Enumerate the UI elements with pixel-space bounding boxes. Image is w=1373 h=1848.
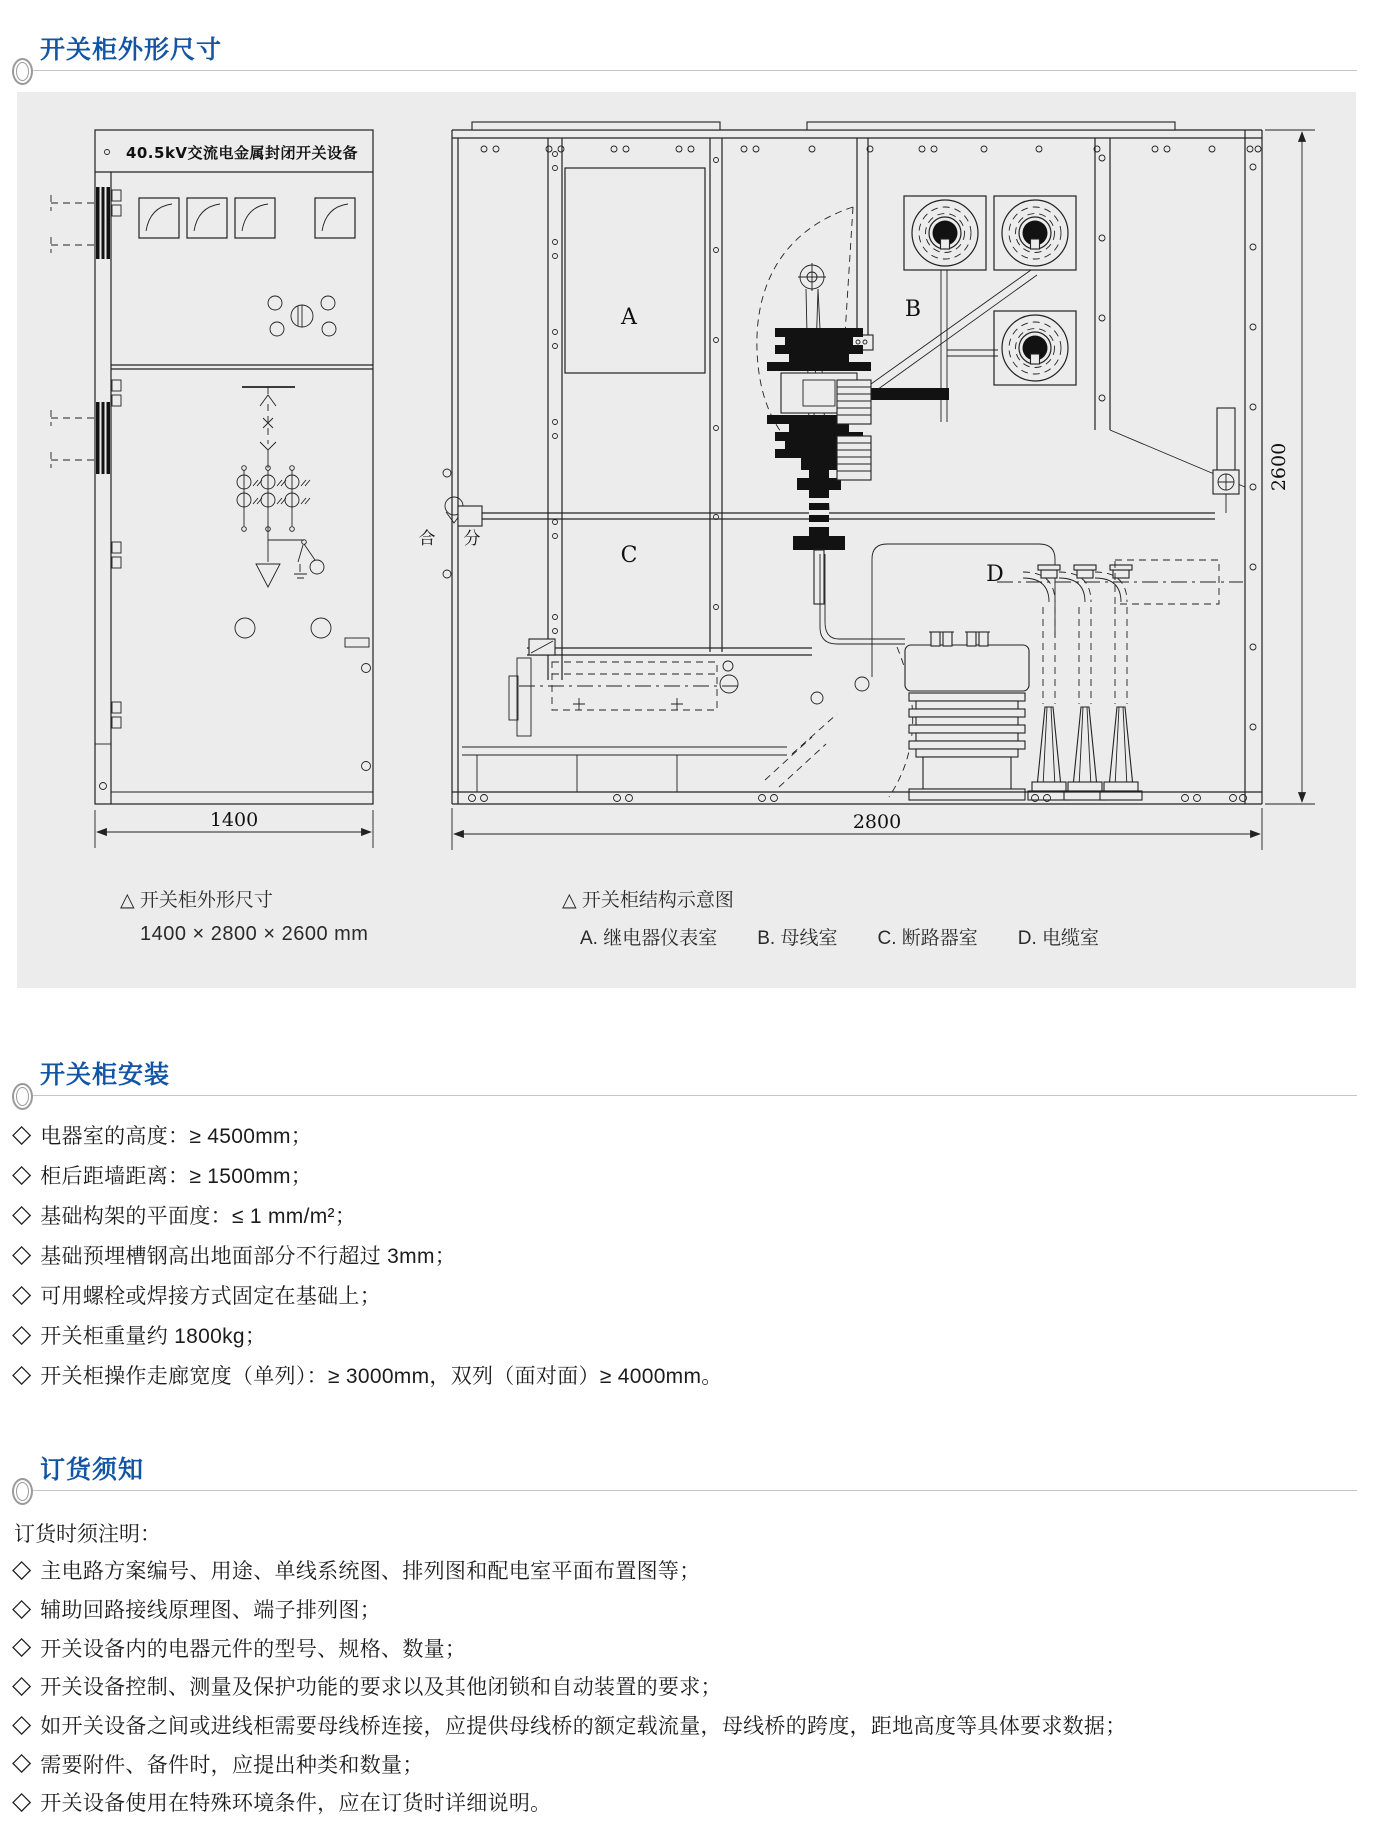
section-divider xyxy=(0,70,1373,72)
list-item: ◇ 电器室的高度：≥ 4500mm； xyxy=(12,1119,313,1148)
door-handle xyxy=(345,638,369,647)
section-divider xyxy=(0,1095,1373,1097)
installation-list xyxy=(12,1115,1363,1395)
side-busbar-port xyxy=(51,187,110,474)
svg-text:1400: 1400 xyxy=(209,809,259,831)
earthing-switch-handle xyxy=(1213,408,1239,513)
section-view xyxy=(419,122,1316,850)
breaker-truck xyxy=(462,639,812,792)
list-item: ◇ 可用螺栓或焊接方式固定在基础上； xyxy=(12,1279,382,1308)
section-caption-title: △ 开关柜结构示意图 xyxy=(562,890,734,911)
section-title: 开关柜安装 xyxy=(40,1061,171,1089)
list-item: ◇ 开关设备控制、测量及保护功能的要求以及其他闭锁和自动装置的要求； xyxy=(12,1670,722,1700)
section-marker-icon xyxy=(12,1478,33,1505)
list-item: ◇ 开关柜重量约 1800kg； xyxy=(12,1319,267,1348)
diamond-bullet-icon: ◇ xyxy=(12,1159,32,1188)
cabinet-title: 40.5kV交流电金属封闭开关设备 xyxy=(125,144,359,162)
ordering-intro: 订货时须注明： xyxy=(14,1523,161,1546)
diamond-bullet-icon: ◇ xyxy=(12,1279,32,1308)
list-item: ◇ 需要附件、备件时，应提出种类和数量； xyxy=(12,1748,424,1777)
diamond-bullet-icon: ◇ xyxy=(12,1199,32,1228)
section-marker-icon xyxy=(12,58,33,85)
page-title: 开关柜外形尺寸 xyxy=(40,36,223,64)
front-view xyxy=(51,130,373,848)
cable-terminations xyxy=(1023,565,1142,800)
list-item: ◇ 辅助回路接线原理图、端子排列图； xyxy=(12,1593,382,1623)
diamond-bullet-icon: ◇ xyxy=(12,1239,32,1268)
diamond-bullet-icon: ◇ xyxy=(12,1319,32,1348)
diamond-bullet-icon: ◇ xyxy=(12,1593,32,1622)
svg-text:2800: 2800 xyxy=(852,811,902,833)
diamond-bullet-icon: ◇ xyxy=(12,1554,32,1583)
compartment-legend xyxy=(580,923,1099,950)
insulator-bellows xyxy=(905,632,1029,800)
section-title: 订货须知 xyxy=(40,1456,145,1484)
mimic-diagram xyxy=(237,387,324,587)
busbar-coil xyxy=(904,196,986,270)
dimension-depth xyxy=(452,808,1262,850)
compartment-b-label: B xyxy=(904,297,922,322)
switchgear-drawing xyxy=(17,92,1356,867)
svg-text:2600: 2600 xyxy=(1268,442,1290,492)
compartment-d-label: D xyxy=(986,562,1004,587)
busbar-coil xyxy=(994,311,1076,385)
section-header-dimensions xyxy=(0,30,1373,90)
meter-gauges xyxy=(139,198,355,238)
compartment-a-label: A xyxy=(621,305,637,330)
legend-item: D. 电缆室 xyxy=(1017,928,1100,949)
compartment-a xyxy=(548,138,722,680)
diamond-bullet-icon: ◇ xyxy=(12,1119,32,1148)
list-item: ◇ 基础预埋槽钢高出地面部分不行超过 3mm； xyxy=(12,1239,457,1268)
front-caption-dims: 1400 × 2800 × 2600 mm xyxy=(140,923,369,945)
legend-item: C. 断路器室 xyxy=(877,928,978,949)
door-knob xyxy=(235,618,255,638)
front-caption-title: △ 开关柜外形尺寸 xyxy=(120,890,273,911)
list-item: ◇ 如开关设备之间或进线柜需要母线桥连接，应提供母线桥的额定载流量，母线桥的跨度，距地高度等具体要求数据； xyxy=(12,1709,1127,1739)
door-knob xyxy=(311,618,331,638)
legend-item: B. 母线室 xyxy=(757,928,838,949)
diamond-bullet-icon: ◇ xyxy=(12,1786,32,1815)
section-divider xyxy=(0,1490,1373,1492)
compartment-c-label: C xyxy=(620,543,638,568)
section-view-caption xyxy=(562,885,1099,950)
diamond-bullet-icon: ◇ xyxy=(12,1670,32,1699)
list-item: ◇ 开关设备使用在特殊环境条件，应在订货时详细说明。 xyxy=(12,1786,552,1816)
drawing-panel xyxy=(17,92,1356,988)
dimension-front-width xyxy=(95,809,373,848)
list-item: ◇ 主电路方案编号、用途、单线系统图、排列图和配电室平面布置图等； xyxy=(12,1554,701,1584)
section-header-ordering xyxy=(0,1450,1373,1510)
legend-item: A. 继电器仪表室 xyxy=(580,928,718,949)
diamond-bullet-icon: ◇ xyxy=(12,1709,32,1738)
indicator-lamps xyxy=(268,296,336,336)
front-view-caption xyxy=(120,885,368,946)
dimension-height xyxy=(1265,130,1315,804)
close-label: 合 xyxy=(418,529,436,548)
list-item: ◇ 开关柜操作走廊宽度（单列）：≥ 3000mm，双列（面对面）≥ 4000mm。 xyxy=(12,1359,723,1388)
diamond-bullet-icon: ◇ xyxy=(12,1748,32,1777)
section-header-installation xyxy=(0,1055,1373,1115)
open-label: 分 xyxy=(463,529,481,548)
section-marker-icon xyxy=(12,1083,33,1110)
diamond-bullet-icon: ◇ xyxy=(12,1359,32,1388)
list-item: ◇ 开关设备内的电器元件的型号、规格、数量； xyxy=(12,1632,467,1661)
diamond-bullet-icon: ◇ xyxy=(12,1632,32,1661)
list-item: ◇ 基础构架的平面度：≤ 1 mm/m²； xyxy=(12,1199,357,1228)
mechanism-linkage xyxy=(765,647,913,797)
ordering-list xyxy=(12,1551,1363,1822)
breaker-poles xyxy=(767,328,949,604)
busbar-coil xyxy=(994,196,1076,270)
list-item: ◇ 柜后距墙距离：≥ 1500mm； xyxy=(12,1159,313,1188)
